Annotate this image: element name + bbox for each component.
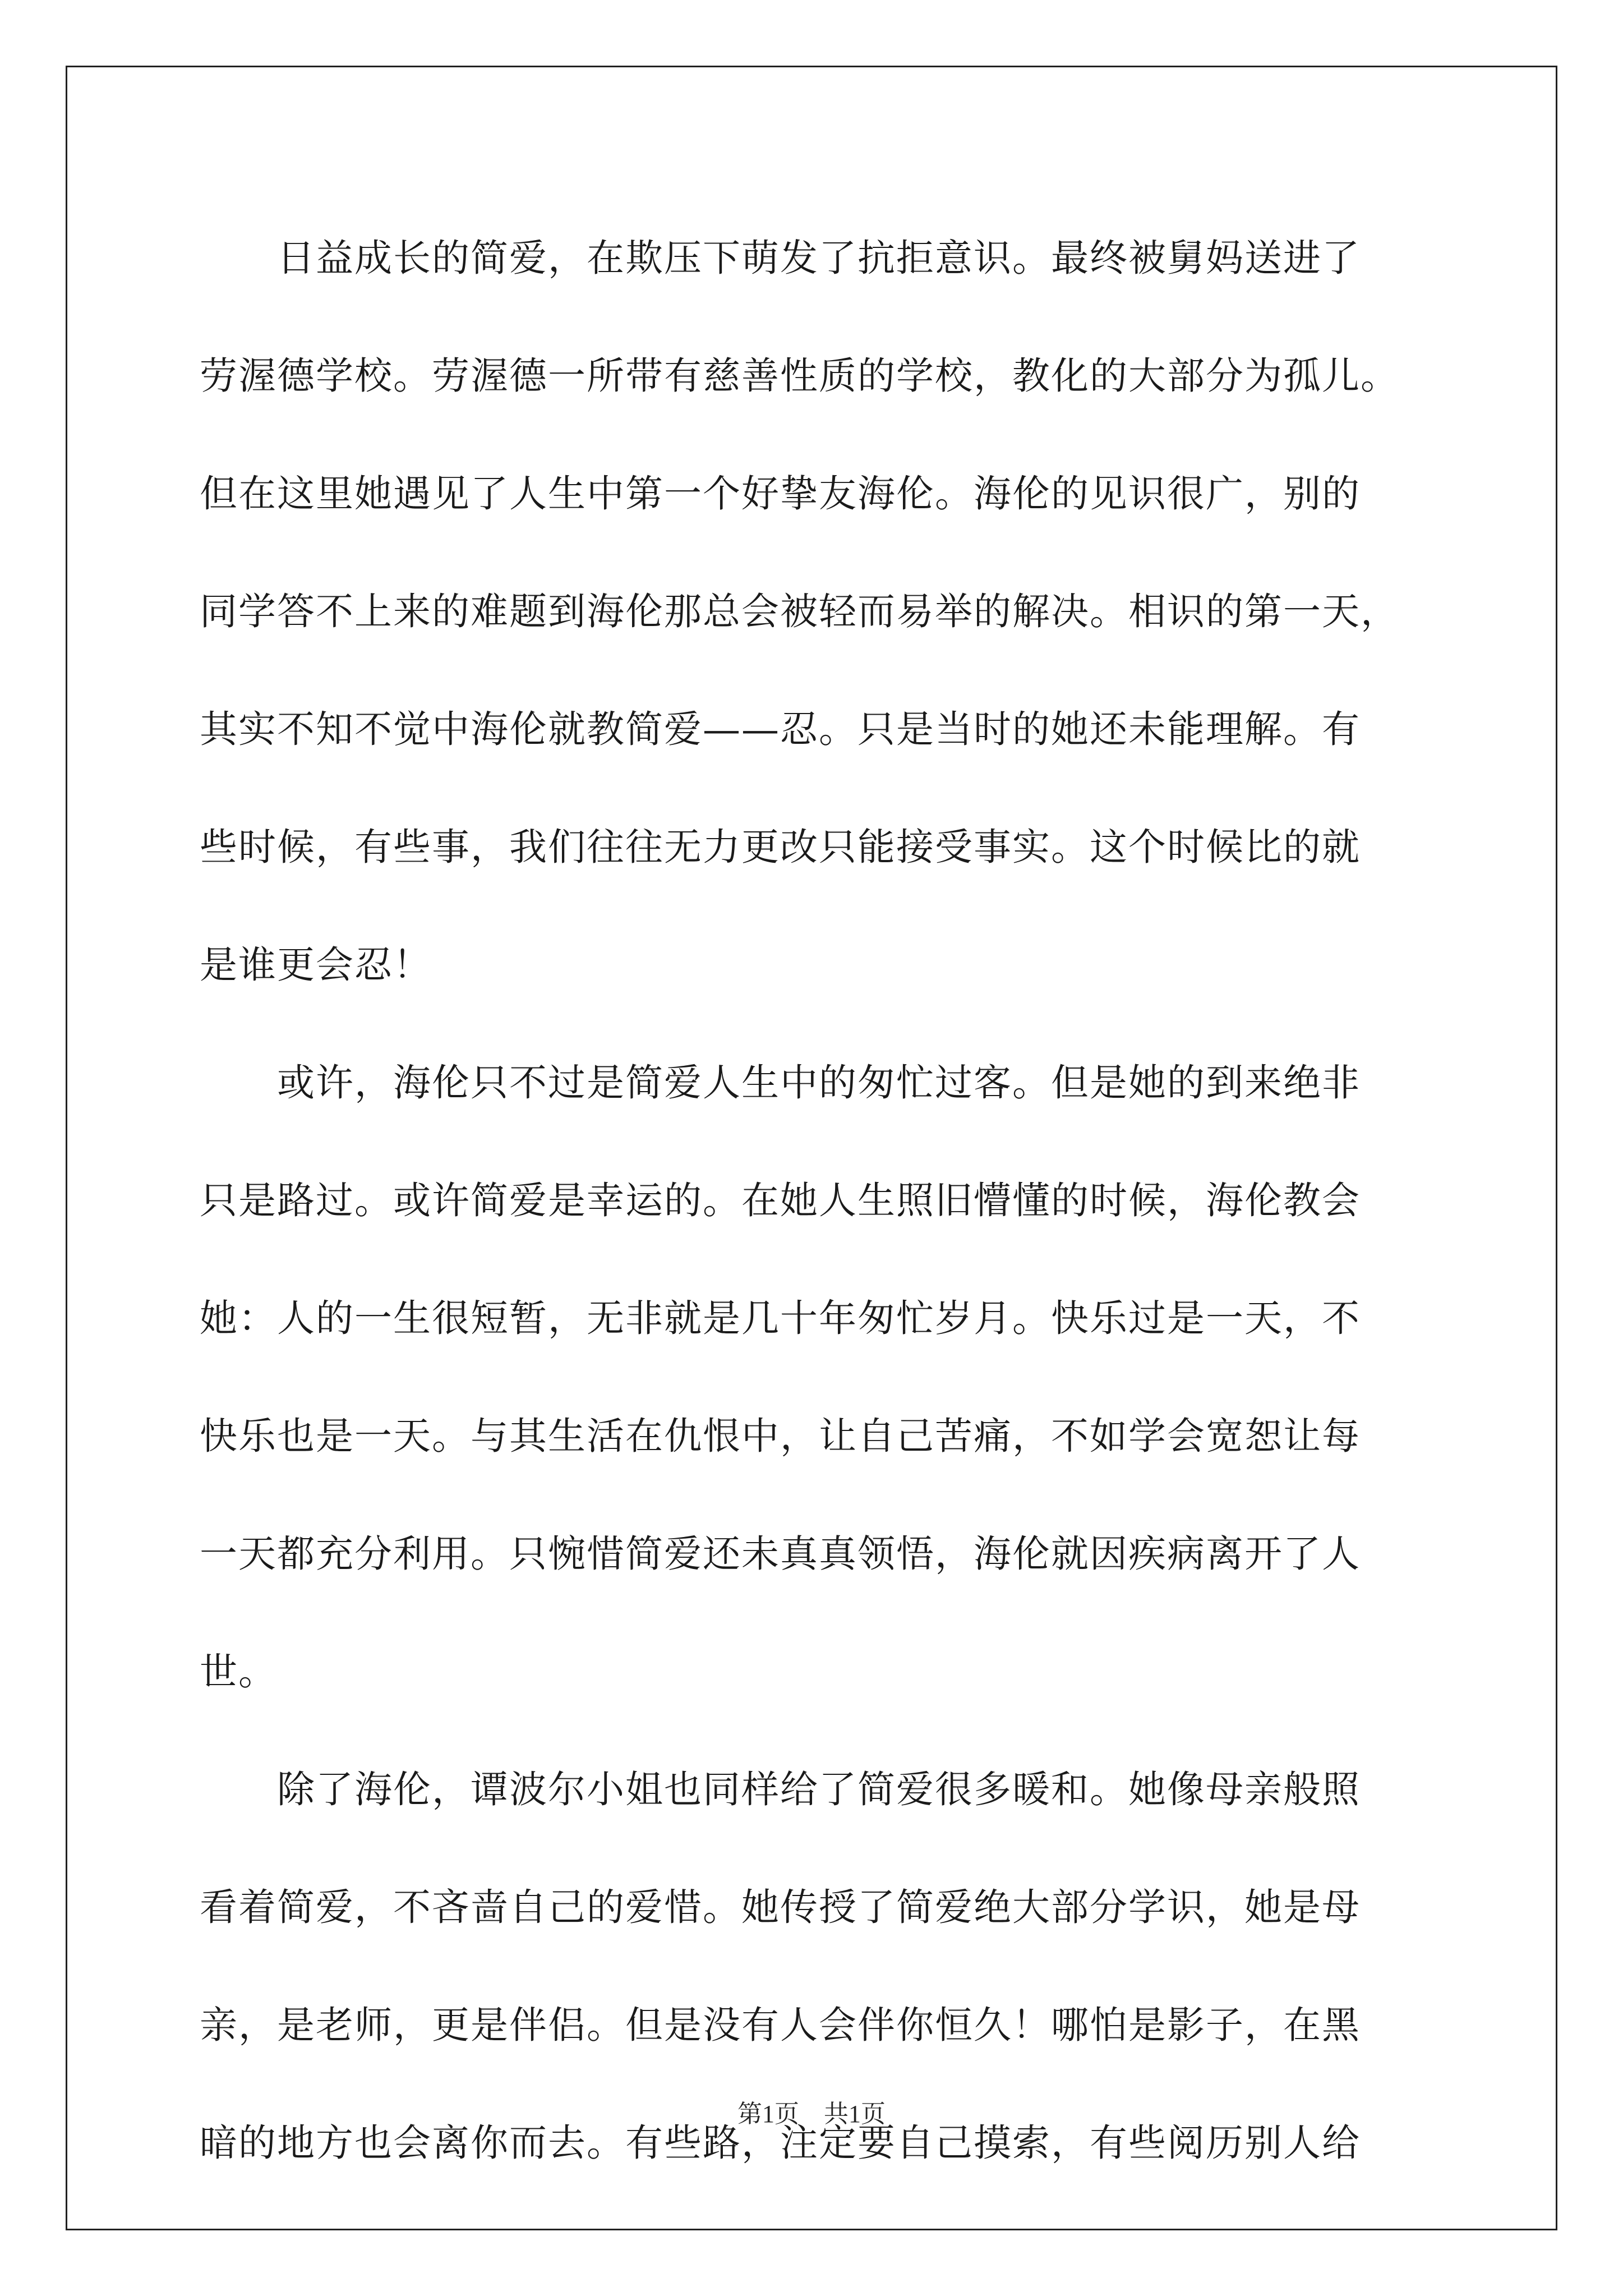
text-line: 只是路过。或许简爱是幸运的。在她人生照旧懵懂的时候，海伦教会	[200, 1179, 1361, 1222]
text-line: 快乐也是一天。与其生活在仇恨中，让自己苦痛，不如学会宽恕让每	[200, 1414, 1361, 1458]
page-number-footer: 第1页 共1页	[737, 2100, 886, 2128]
text-line: 亲，是老师，更是伴侣。但是没有人会伴你恒久！哪怕是影子，在黑	[200, 2003, 1361, 2047]
text-line: 一天都充分利用。只惋惜简爱还未真真领悟，海伦就因疾病离开了人	[200, 1532, 1361, 1576]
body-text	[200, 199, 1428, 2202]
text-line: 些时候，有些事，我们往往无力更改只能接受事实。这个时候比的就	[200, 825, 1361, 869]
text-line: 但在这里她遇见了人生中第一个好挚友海伦。海伦的见识很广，别的	[200, 472, 1361, 516]
text-line: 日益成长的简爱，在欺压下萌发了抗拒意识。最终被舅妈送进了	[200, 236, 1361, 280]
text-line: 同学答不上来的难题到海伦那总会被轻而易举的解决。相识的第一天，	[200, 590, 1399, 633]
text-line: 暗的地方也会离你而去。有些路，注定要自己摸索，有些阅历别人给	[200, 2121, 1361, 2165]
text-line: 她：人的一生很短暂，无非就是几十年匆忙岁月。快乐过是一天，不	[200, 1296, 1361, 1340]
text-line: 其实不知不觉中海伦就教简爱——忍。只是当时的她还未能理解。有	[200, 707, 1361, 751]
text-line: 是谁更会忍！	[200, 943, 432, 987]
text-line: 看着简爱，不吝啬自己的爱惜。她传授了简爱绝大部分学识，她是母	[200, 1885, 1361, 1929]
text-line: 世。	[200, 1650, 277, 1694]
text-line: 劳渥德学校。劳渥德一所带有慈善性质的学校，教化的大部分为孤儿。	[200, 354, 1399, 398]
text-line: 除了海伦，谭波尔小姐也同样给了简爱很多暖和。她像母亲般照	[200, 1768, 1361, 1811]
text-line: 或许，海伦只不过是简爱人生中的匆忙过客。但是她的到来绝非	[200, 1061, 1361, 1105]
